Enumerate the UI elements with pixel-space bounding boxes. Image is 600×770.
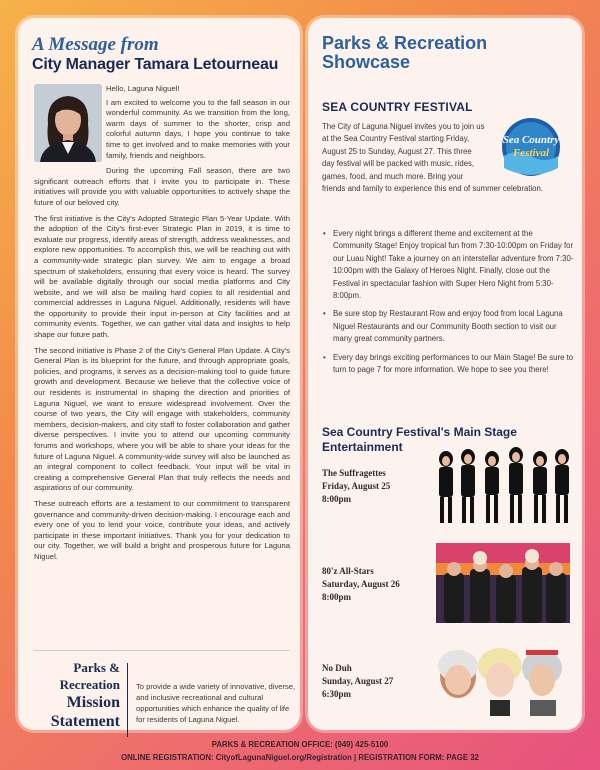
festival-bullets: [322, 228, 574, 382]
act-80z-all-stars: 80'z All-Stars Saturday, August 26 8:00pm: [322, 566, 400, 602]
showcase-panel: [308, 18, 582, 730]
festival-intro: The City of Laguna Niguel invites you to join us at the Sea Country Festival starting Friday, August 25 to Sunday, August 27. This three day festival will be packed with music, rides, games, food, and much more. Bring your friends and family to experience this end of summer celebration.: [322, 122, 544, 194]
list-item: • Every night brings a different theme and excitement at the Community Stage! Enjoy tropical fun from 7:30-10:00pm on Friday for our Luau Night! Take a journey on an interstellar adventure from 7:30-10:00pm with the Galaxy of Heroes Night. Finally, close out the Festival in spectacular fashion with Super Hero Night from 5:30-8:00pm.: [322, 228, 574, 302]
svg-text:Festival: Festival: [512, 147, 550, 159]
city-manager-heading: City Manager Tamara Letourneau: [32, 56, 279, 73]
mission-divider: [127, 663, 128, 737]
office-phone: PARKS & RECREATION OFFICE: (949) 425-5100: [211, 740, 389, 749]
svg-text:Sea Country: Sea Country: [502, 134, 560, 146]
act-suffragettes: The Suffragettes Friday, August 25 8:00pm: [322, 468, 391, 504]
letter-greeting: Hello, Laguna Niguel!: [106, 84, 180, 93]
letter-paragraph: The first initiative is the City's Adopted Strategic Plan 5-Year Update. With the adoption of the City's first-ever Strategic Plan in 2019, it is time to evaluate our progress, identify areas of strength, address weaknesses, and explore new opportunities. To accomplish this, we will be reaching out with a community-wide strategic plan survey. We aim to engage a broad spectrum of stakeholders, ensuring that every voice is heard. The survey will be available digitally through our social media platforms and City website, and we will also be mailing hard copies to all residential and commercial addresses in Laguna Niguel. Additionally, residents will have the opportunity to provide their input in-person at City facilities and at community events. Together, we can gather vital data and insights to help shape our future path.: [34, 213, 290, 340]
city-manager-letter: [34, 84, 290, 568]
showcase-heading: Parks & Recreation Showcase: [322, 33, 488, 72]
act-no-duh: No Duh Sunday, August 27 6:30pm: [322, 663, 394, 699]
letter-paragraph: I am excited to welcome you to the fall season in our wonderful community. As we transition from the long, warm days of summer to the shorter, crisp and colorful autumn days, I hope you continue to take time to get involved and to make memories with your family, friends and neighbors.: [106, 97, 290, 160]
mission-text: To provide a wide variety of innovative, diverse, and inclusive recreational and cultural opportunities which enhance the quality of life for residents of Laguna Niguel.: [136, 682, 296, 724]
city-manager-panel: [18, 18, 300, 730]
no-duh-photo: [430, 636, 576, 716]
mission-statement: [34, 650, 296, 743]
main-stage-heading: Sea Country Festival's Main Stage Entertainment: [322, 425, 517, 454]
letter-paragraph: During the upcoming Fall season, there are two significant outreach efforts that I invite you to participate in. These initiatives will provide you with valuable opportunities to actively shape the future of our beloved city.: [34, 166, 290, 207]
sea-country-festival-logo: [490, 116, 572, 178]
list-item: • Every day brings exciting performances to our Main Stage! Be sure to turn to page 7 for more information. We hope to see you there!: [322, 352, 574, 377]
letter-paragraph: These outreach efforts are a testament to our commitment to transparent governance and community-driven decision-making. I encourage each and every one of you to lend your voice, contribute your ideas, and actively participate in these important initiatives. Thank you for your dedication to our city. Together, we will build a bright and prosperous future for Laguna Niguel.: [34, 498, 290, 561]
letter-paragraph: The second initiative is Phase 2 of the City's General Plan Update. A City's General Plan is its blueprint for the future, and through appropriate goals, policies, and programs, it serves as a decision-making tool to guide future growth and development. Because we believe that the collective voice of our residents is instrumental in shaping the direction and priorities of Laguna Niguel, we want to ensure widespread involvement. Over the course of two years, the City will engage with stakeholders, community members, decision-makers, and city staff to foster collaboration and gather diverse perspectives. I invite you to attend our upcoming community forums and workshops, where you will be able to share your ideas for the future of Laguna Niguel. A community-wide survey will also be launched as an integral component to collect feedback. Your input will be vital in creating a comprehensive General Plan that truly reflects the needs and aspirations of our community.: [34, 345, 290, 493]
message-heading: A Message from: [32, 34, 159, 55]
list-item: • Be sure stop by Restaurant Row and enjoy food from local Laguna Niguel Restaurants and our Community Booth section to visit our many great community partners.: [322, 308, 574, 345]
festival-heading: SEA COUNTRY FESTIVAL: [322, 100, 473, 114]
mission-title: Parks & Recreation Mission Statement: [50, 660, 120, 730]
suffragettes-photo: [430, 445, 576, 525]
80z-all-stars-photo: [430, 543, 576, 623]
registration-info: ONLINE REGISTRATION: CityofLagunaNiguel.org/Registration | REGISTRATION FORM: PAGE 32: [121, 753, 479, 762]
